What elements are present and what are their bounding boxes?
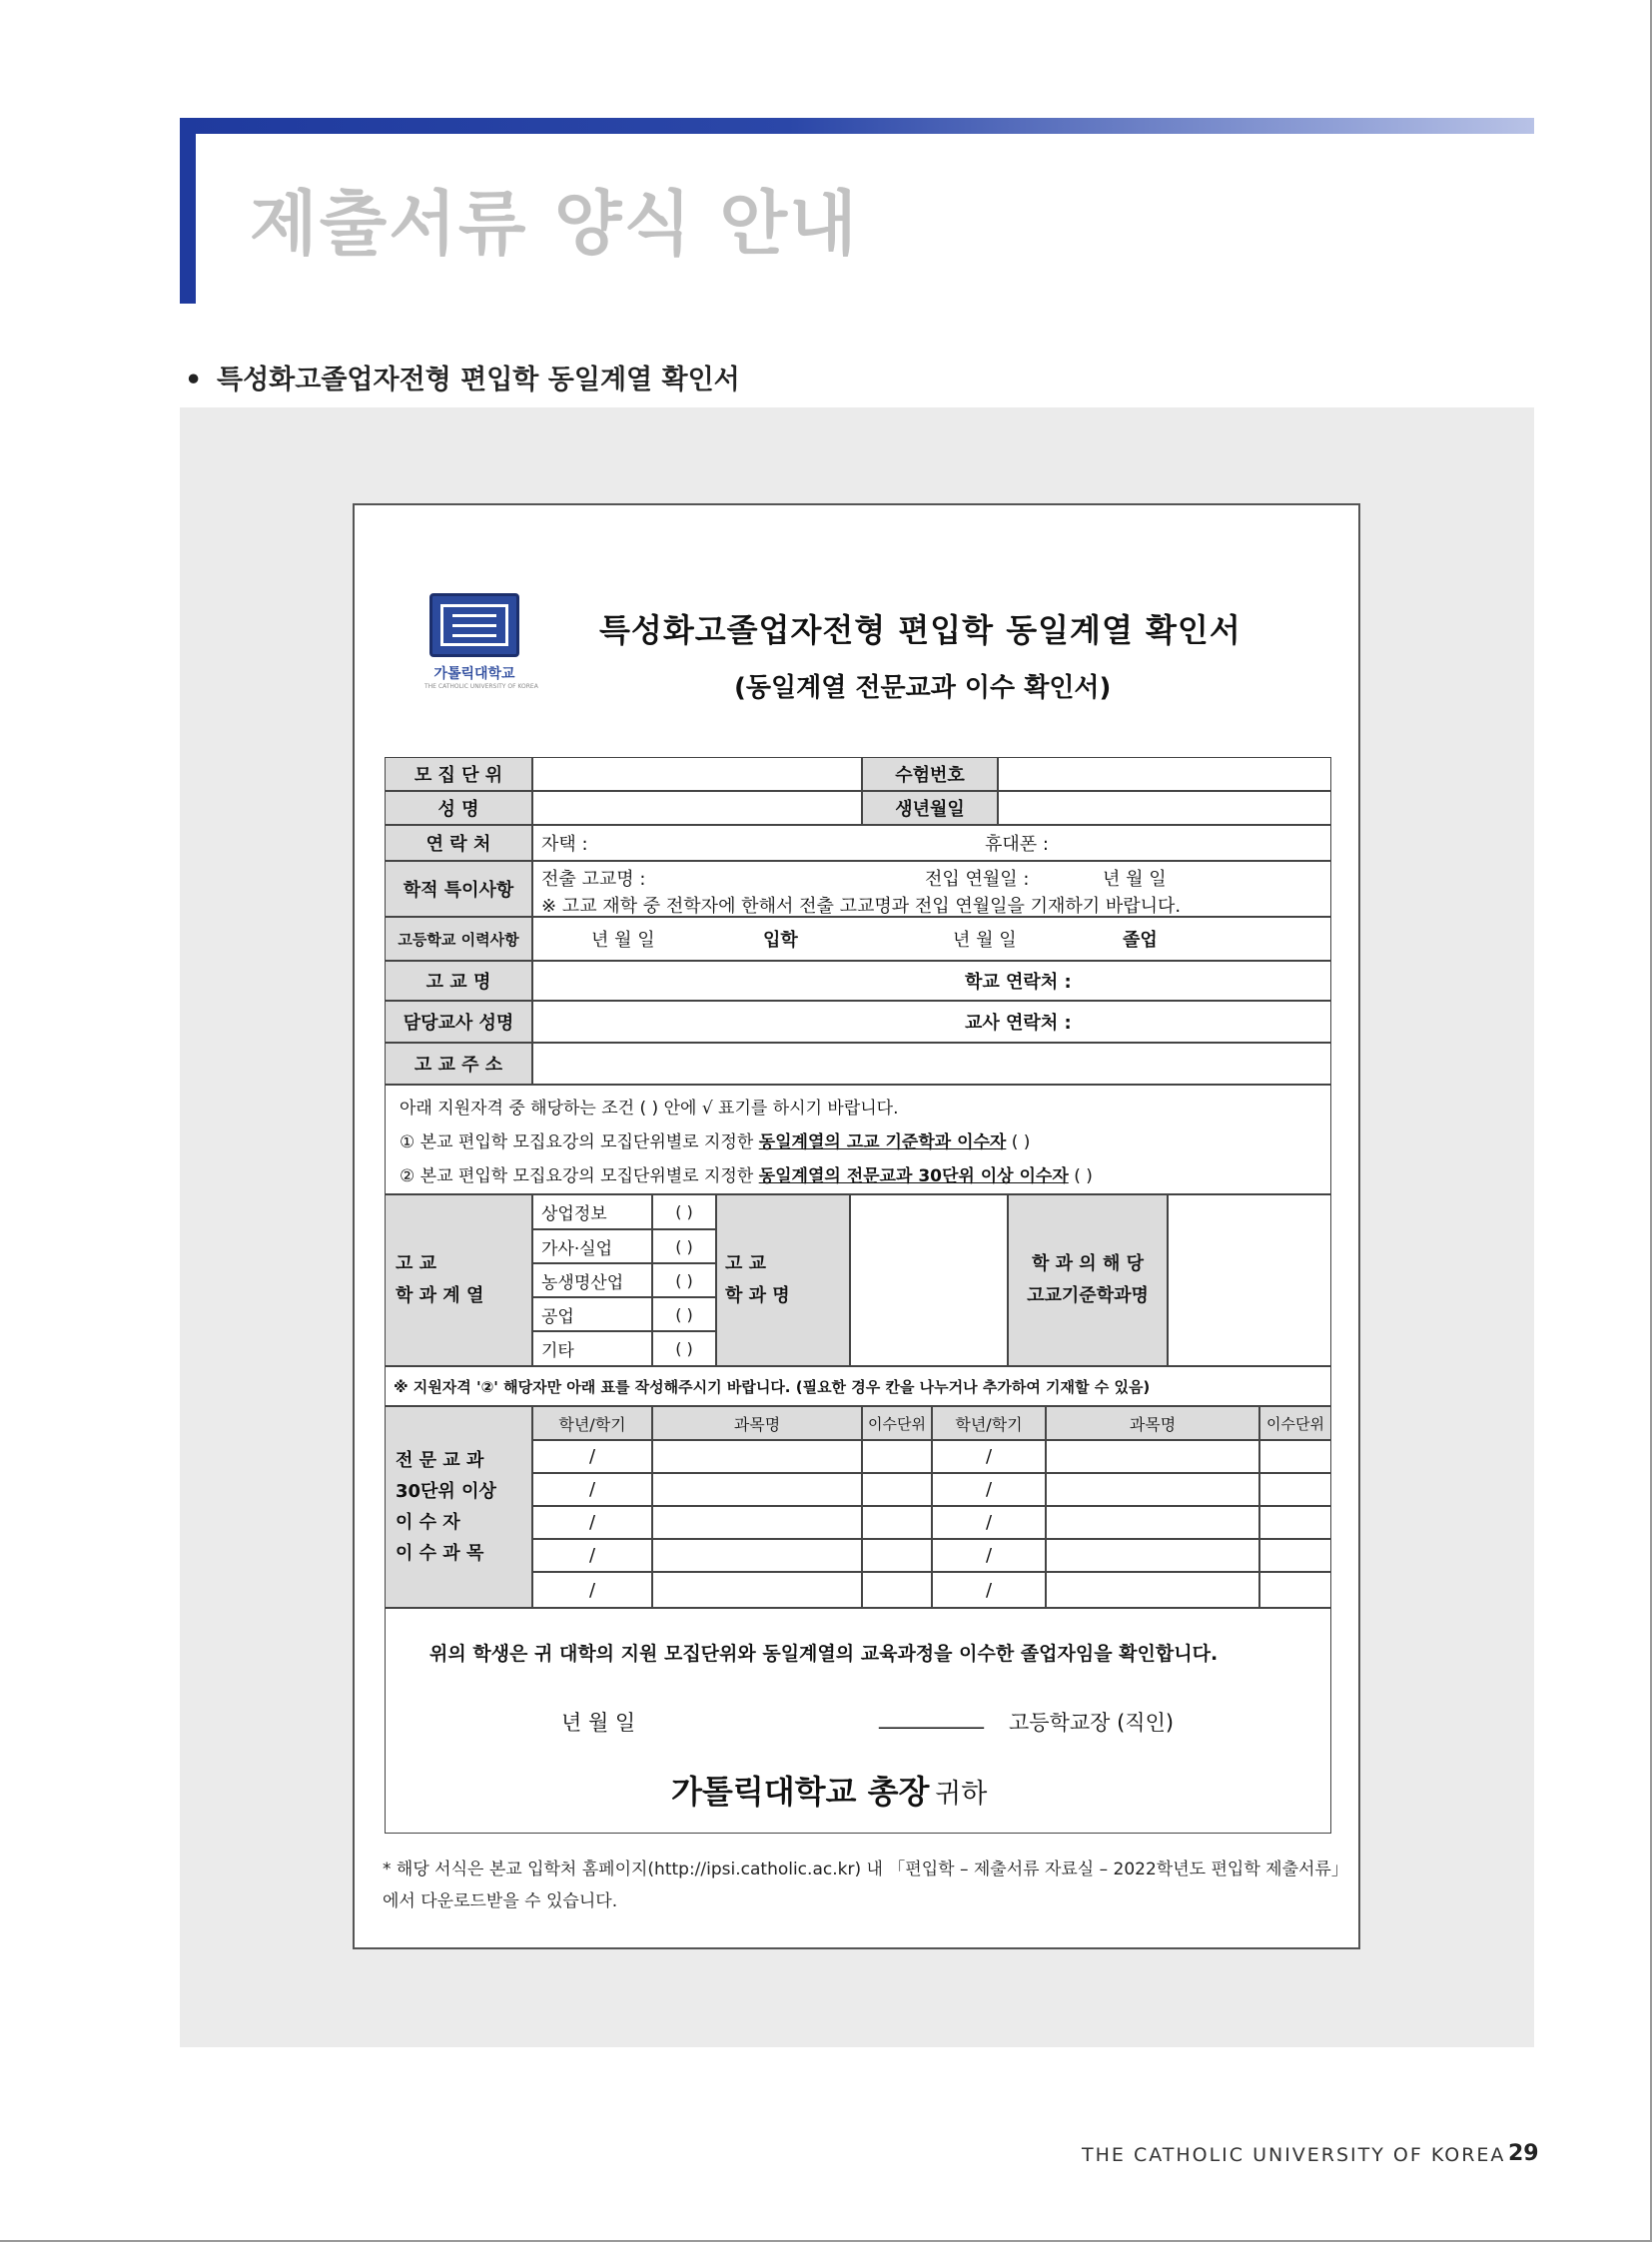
- course-cell-r4-c1[interactable]: /: [532, 1539, 652, 1572]
- seal-emblem: [429, 593, 519, 657]
- dept-category-label: [385, 1194, 532, 1366]
- hs-entry-date: 년 월 일: [591, 930, 655, 951]
- course-cell-r2-c4[interactable]: /: [932, 1473, 1046, 1506]
- birth-date-label: 생년월일: [862, 791, 998, 825]
- principal-label: 고등학교장 (직인): [1009, 1711, 1175, 1735]
- logo-subtitle: THE CATHOLIC UNIVERSITY OF KOREA: [424, 683, 538, 690]
- confirmation-date[interactable]: 년 월 일: [561, 1711, 636, 1735]
- course-cell-r5-c2[interactable]: [652, 1572, 862, 1608]
- standard-dept-label: [1008, 1194, 1168, 1366]
- course-cell-r1-c5[interactable]: [1046, 1440, 1259, 1473]
- course-cell-r5-c3[interactable]: [862, 1572, 932, 1608]
- header-accent-bar: [180, 118, 1534, 134]
- school-address-label: 고 교 주 소: [385, 1043, 532, 1085]
- header-side-bar: [180, 118, 196, 304]
- course-cell-r1-c1[interactable]: /: [532, 1440, 652, 1473]
- course-cell-r5-c4[interactable]: /: [932, 1572, 1046, 1608]
- course-label-line-3: 이 수 자: [396, 1512, 460, 1533]
- bullet-icon: •: [185, 365, 203, 395]
- course-cell-r4-c3[interactable]: [862, 1539, 932, 1572]
- school-name-label: 고 교 명: [385, 961, 532, 1001]
- course-label-line-1: 전 문 교 과: [396, 1450, 484, 1471]
- form-subtitle: (동일계열 전문교과 이수 확인서): [734, 673, 1112, 703]
- dept-type-4: 공업: [532, 1297, 652, 1331]
- teacher-name-label: 담당교사 성명: [385, 1001, 532, 1043]
- course-label-line-2: 30단위 이상: [396, 1481, 496, 1502]
- dept-type-3-check[interactable]: ( ): [652, 1263, 716, 1297]
- footer-university-name: THE CATHOLIC UNIVERSITY OF KOREA: [1082, 2144, 1506, 2166]
- dept-type-5-check[interactable]: ( ): [652, 1331, 716, 1366]
- standard-dept-line-2: 고교기준학과명: [1027, 1285, 1149, 1306]
- section-heading: [185, 358, 740, 396]
- dept-type-3: 농생명산업: [532, 1263, 652, 1297]
- academic-notes-label: 학적 특이사항: [385, 861, 532, 917]
- option-1-prefix: ① 본교 편입학 모집요강의 모집단위별로 지정한: [400, 1132, 754, 1152]
- transfer-date-label: 전입 연월일 :: [925, 869, 1030, 890]
- course-header-year-2: 학년/학기: [932, 1406, 1046, 1440]
- confirmation-text: 위의 학생은 귀 대학의 지원 모집단위와 동일계열의 교육과정을 이수한 졸업자임을 확인합니다.: [429, 1643, 1219, 1665]
- recipient-suffix: 귀하: [935, 1779, 988, 1810]
- transfer-date-units: 년 월 일: [1103, 869, 1167, 890]
- qualification-option-2[interactable]: [400, 1161, 1093, 1186]
- standard-dept-line-1: 학 과 의 해 당: [1031, 1253, 1144, 1274]
- course-header-units-2: 이수단위: [1259, 1406, 1331, 1440]
- qualification-box: [385, 1085, 1331, 1194]
- exam-number-field[interactable]: [998, 757, 1331, 791]
- academic-notes-field[interactable]: [532, 861, 1331, 917]
- dept-type-2-check[interactable]: ( ): [652, 1229, 716, 1263]
- teacher-contact-label: 교사 연락처 :: [965, 1013, 1072, 1034]
- previous-school-label: 전출 고교명 :: [541, 869, 646, 890]
- course-cell-r3-c2[interactable]: [652, 1506, 862, 1539]
- course-cell-r4-c5[interactable]: [1046, 1539, 1259, 1572]
- mobile-label: 휴대폰 :: [985, 834, 1049, 855]
- school-name-field[interactable]: [532, 961, 1331, 1001]
- course-cell-r1-c3[interactable]: [862, 1440, 932, 1473]
- course-cell-r2-c2[interactable]: [652, 1473, 862, 1506]
- birth-date-field[interactable]: [998, 791, 1331, 825]
- course-cell-r1-c6[interactable]: [1259, 1440, 1331, 1473]
- course-cell-r2-c3[interactable]: [862, 1473, 932, 1506]
- course-cell-r5-c6[interactable]: [1259, 1572, 1331, 1608]
- recipient-main: 가톨릭대학교 총장: [671, 1773, 930, 1811]
- course-header-subject-1: 과목명: [652, 1406, 862, 1440]
- course-cell-r4-c6[interactable]: [1259, 1539, 1331, 1572]
- option-2-underlined: 동일계열의 전문교과 30단위 이상 이수자: [758, 1166, 1069, 1186]
- recruit-unit-field[interactable]: [532, 757, 862, 791]
- course-note: ※ 지원자격 '②' 해당자만 아래 표를 작성해주시기 바랍니다. (필요한 경우 칸을 나누거나 추가하여 기재할 수 있음): [385, 1366, 1331, 1406]
- course-cell-r5-c5[interactable]: [1046, 1572, 1259, 1608]
- recipient-line: [671, 1767, 987, 1813]
- page-title: 제출서류 양식 안내: [250, 183, 859, 265]
- teacher-name-field[interactable]: [532, 1001, 1331, 1043]
- dept-name-line-2: 학 과 명: [725, 1285, 790, 1306]
- course-cell-r1-c4[interactable]: /: [932, 1440, 1046, 1473]
- course-cell-r1-c2[interactable]: [652, 1440, 862, 1473]
- dept-type-1-check[interactable]: ( ): [652, 1194, 716, 1229]
- standard-dept-field[interactable]: [1168, 1194, 1331, 1366]
- school-contact-label: 학교 연락처 :: [965, 972, 1072, 993]
- course-cell-r3-c6[interactable]: [1259, 1506, 1331, 1539]
- school-address-field[interactable]: [532, 1043, 1331, 1085]
- course-cell-r3-c3[interactable]: [862, 1506, 932, 1539]
- hs-grad-label: 졸업: [1123, 930, 1158, 951]
- transfer-note: ※ 고교 재학 중 전학자에 한해서 전출 고교명과 전입 연월일을 기재하기 바랍니다.: [541, 896, 1182, 917]
- option-1-check[interactable]: ( ): [1011, 1132, 1031, 1152]
- download-footnote: * 해당 서식은 본교 입학처 홈페이지(http://ipsi.catholic.ac.kr) 내 「편입학 – 제출서류 자료실 – 2022학년도 편입학 제출서류」에서 다운로드받을 수 있습니다.: [383, 1860, 1340, 1911]
- dept-category-line-2: 학 과 계 열: [396, 1285, 484, 1306]
- contact-label: 연 락 처: [385, 825, 532, 861]
- qualification-option-1[interactable]: [400, 1127, 1030, 1152]
- confirmation-box: [385, 1608, 1331, 1834]
- course-header-subject-2: 과목명: [1046, 1406, 1259, 1440]
- option-2-prefix: ② 본교 편입학 모집요강의 모집단위별로 지정한: [400, 1166, 754, 1186]
- option-1-underlined: 동일계열의 고교 기준학과 이수자: [758, 1132, 1007, 1152]
- form-title: 특성화고졸업자전형 편입학 동일계열 확인서: [599, 611, 1241, 649]
- hs-entry-label: 입학: [763, 930, 798, 951]
- course-header-units-1: 이수단위: [862, 1406, 932, 1440]
- home-phone-label: 자택 :: [541, 834, 588, 855]
- dept-name-field[interactable]: [850, 1194, 1008, 1366]
- name-field[interactable]: [532, 791, 862, 825]
- course-cell-r4-c2[interactable]: [652, 1539, 862, 1572]
- course-cell-r3-c5[interactable]: [1046, 1506, 1259, 1539]
- principal-blank[interactable]: __________: [879, 1705, 984, 1729]
- exam-number-label: 수험번호: [862, 757, 998, 791]
- university-seal-icon: [424, 593, 538, 693]
- hs-history-label: 고등학교 이력사항: [385, 917, 532, 961]
- course-label-line-4: 이 수 과 목: [396, 1543, 484, 1564]
- dept-type-4-check[interactable]: ( ): [652, 1297, 716, 1331]
- section-heading-text: 특성화고졸업자전형 편입학 동일계열 확인서: [217, 365, 740, 395]
- course-cell-r2-c6[interactable]: [1259, 1473, 1331, 1506]
- recruit-unit-label: 모 집 단 위: [385, 757, 532, 791]
- dept-name-line-1: 고 교: [725, 1253, 767, 1274]
- logo-name: 가톨릭대학교: [433, 666, 515, 682]
- hs-history-field[interactable]: [532, 917, 1331, 961]
- course-cell-r3-c4[interactable]: /: [932, 1506, 1046, 1539]
- course-cell-r4-c4[interactable]: /: [932, 1539, 1046, 1572]
- dept-type-5: 기타: [532, 1331, 652, 1366]
- option-2-check[interactable]: ( ): [1074, 1166, 1093, 1186]
- course-cell-r2-c1[interactable]: /: [532, 1473, 652, 1506]
- confirmation-form: [353, 503, 1360, 1949]
- dept-type-1: 상업정보: [532, 1194, 652, 1229]
- course-cell-r5-c1[interactable]: /: [532, 1572, 652, 1608]
- qualification-intro: 아래 지원자격 중 해당하는 조건 ( ) 안에 √ 표기를 하시기 바랍니다.: [400, 1099, 899, 1119]
- course-table-label: [385, 1406, 532, 1608]
- dept-category-line-1: 고 교: [396, 1253, 437, 1274]
- hs-grad-date: 년 월 일: [953, 930, 1017, 951]
- contact-field[interactable]: [532, 825, 1331, 861]
- course-header-year-1: 학년/학기: [532, 1406, 652, 1440]
- page-number: 29: [1508, 2141, 1539, 2166]
- course-cell-r2-c5[interactable]: [1046, 1473, 1259, 1506]
- dept-type-2: 가사·실업: [532, 1229, 652, 1263]
- course-cell-r3-c1[interactable]: /: [532, 1506, 652, 1539]
- name-label: 성 명: [385, 791, 532, 825]
- dept-name-label: [716, 1194, 850, 1366]
